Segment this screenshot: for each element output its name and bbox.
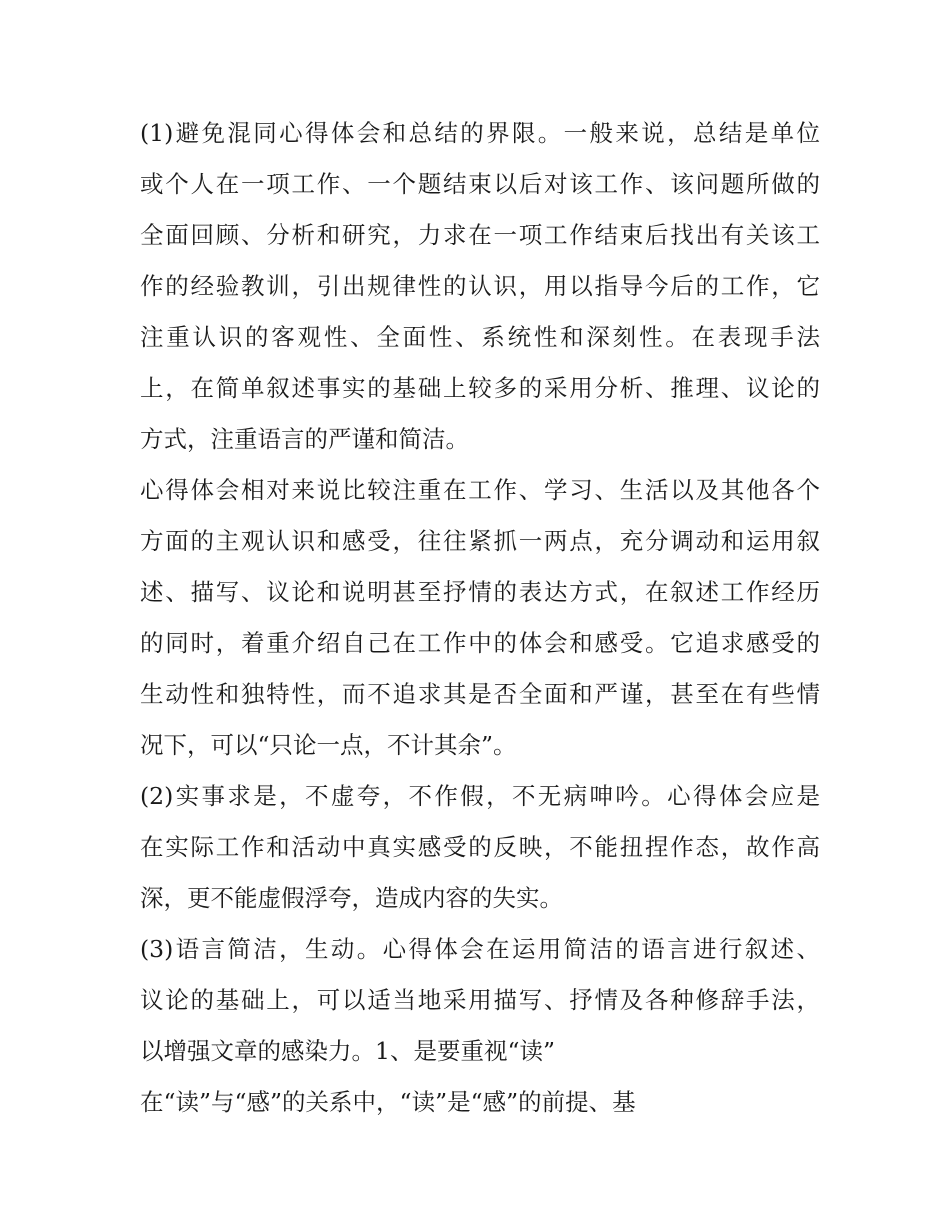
text-line: 注重认识的客观性、全面性、系统性和深刻性。在表现手法 xyxy=(140,323,820,351)
text-line: 况下，可以“只论一点，不计其余”。 xyxy=(140,731,517,759)
text-line: 或个人在一项工作、一个题结束以后对该工作、该问题所做的 xyxy=(140,170,820,198)
text-line: 方面的主观认识和感受，往往紧抓一两点，充分调动和运用叙 xyxy=(140,527,820,555)
text-line: (1)避免混同心得体会和总结的界限。一般来说，总结是单位 xyxy=(140,119,820,147)
text-line: 述、描写、议论和说明甚至抒情的表达方式，在叙述工作经历 xyxy=(140,578,820,606)
text-line: 心得体会相对来说比较注重在工作、学习、生活以及其他各个 xyxy=(140,476,820,504)
text-line: 在实际工作和活动中真实感受的反映，不能扭捏作态，故作高 xyxy=(140,833,820,861)
text-line: 以增强文章的感染力。1、是要重视“读” xyxy=(140,1037,555,1065)
text-line: 作的经验教训，引出规律性的认识，用以指导今后的工作，它 xyxy=(140,272,820,300)
text-line: 深，更不能虚假浮夸，造成内容的失实。 xyxy=(140,884,563,912)
text-line: 的同时，着重介绍自己在工作中的体会和感受。它追求感受的 xyxy=(140,629,820,657)
text-line: 在“读”与“感”的关系中，“读”是“感”的前提、基 xyxy=(140,1088,636,1116)
text-line: (2)实事求是，不虚夸，不作假，不无病呻吟。心得体会应是 xyxy=(140,782,820,810)
document-body xyxy=(140,108,820,1128)
text-line: 生动性和独特性，而不追求其是否全面和严谨，甚至在有些情 xyxy=(140,680,820,708)
text-line: 方式，注重语言的严谨和简洁。 xyxy=(140,425,469,453)
text-line: 上，在简单叙述事实的基础上较多的采用分析、推理、议论的 xyxy=(140,374,820,402)
text-line: 议论的基础上，可以适当地采用描写、抒情及各种修辞手法， xyxy=(140,986,820,1014)
text-line: (3)语言简洁，生动。心得体会在运用简洁的语言进行叙述、 xyxy=(140,935,820,963)
text-line: 全面回顾、分析和研究，力求在一项工作结束后找出有关该工 xyxy=(140,221,820,249)
